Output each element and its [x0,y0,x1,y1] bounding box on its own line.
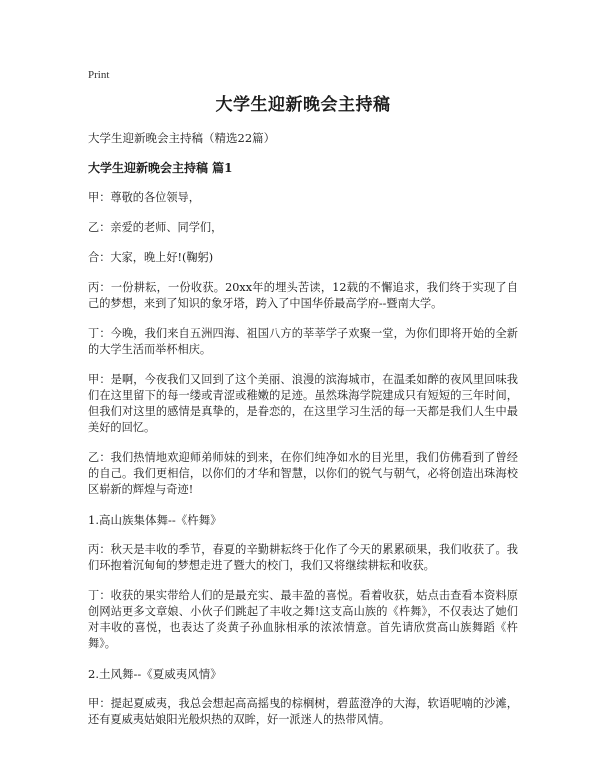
program-heading: 2.土风舞--《夏威夷风情》 [88,667,222,681]
paragraph: 乙：我们热情地欢迎师弟师妹的到来，在你们纯净如水的目光里，我们仿佛看到了曾经的自己。我们更相信，以你们的才华和智慧，以你们的锐气与朝气，必将创造出珠海校区崭新的辉煌与奇迹! [88,451,518,496]
print-label: Print [88,69,110,81]
section-heading: 大学生迎新晚会主持稿 篇1 [88,161,233,175]
document-title: 大学生迎新晚会主持稿 [215,95,391,115]
paragraph: 甲：提起夏威夷，我总会想起高高摇曳的棕榈树，碧蓝澄净的大海，软语呢喃的沙滩，还有夏威夷姑娘阳光般炽热的双眸，好一派迷人的热带风情。 [88,697,518,726]
paragraph: 丙：秋天是丰收的季节，春夏的辛勤耕耘终于化作了今天的累累硕果，我们收获了。我们环抱着沉甸甸的梦想走进了暨大的校门，我们又将继续耕耘和收获。 [88,543,518,572]
paragraph: 丁：今晚，我们来自五洲四海、祖国八方的莘莘学子欢聚一堂，为你们即将开始的全新的大学生活而举杯相庆。 [88,327,518,356]
paragraph: 甲：尊敬的各位领导， [88,191,200,204]
program-heading: 1.高山族集体舞--《杵舞》 [88,513,222,527]
paragraph: 乙：亲爱的老师、同学们， [88,221,223,234]
document-page [88,68,518,742]
paragraph: 丙：一份耕耘，一份收获。20xx年的埋头苦读，12载的不懈追求，我们终于实现了自己的梦想，来到了知识的象牙塔，跨入了中国华侨最高学府--暨南大学。 [88,281,518,310]
paragraph: 合：大家，晚上好!(鞠躬) [88,251,214,264]
paragraph: 甲：是啊，今夜我们又回到了这个美丽、浪漫的滨海城市，在温柔如醉的夜风里回味我们在这里留下的每一缕或青涩或稚嫩的足迹。虽然珠海学院建成只有短短的三年时间，但我们对这里的感情是真挚的，是眷恋的，在这里学习生活的每一天都是我们人生中最美好的回忆。 [88,373,518,434]
document-subtitle: 大学生迎新晚会主持稿（精选22篇） [88,131,276,145]
paragraph: 丁：收获的果实带给人们的是最充实、最丰盈的喜悦。看着收获，姑点击查看本资料原创网站更多文章娘、小伙子们跳起了丰收之舞!这支高山族的《杵舞》，不仅表达了她们对丰收的喜悦，也表达了炎黄子孙血脉相承的浓浓情意。首先请欣赏高山族舞蹈《杵舞》。 [88,589,518,650]
